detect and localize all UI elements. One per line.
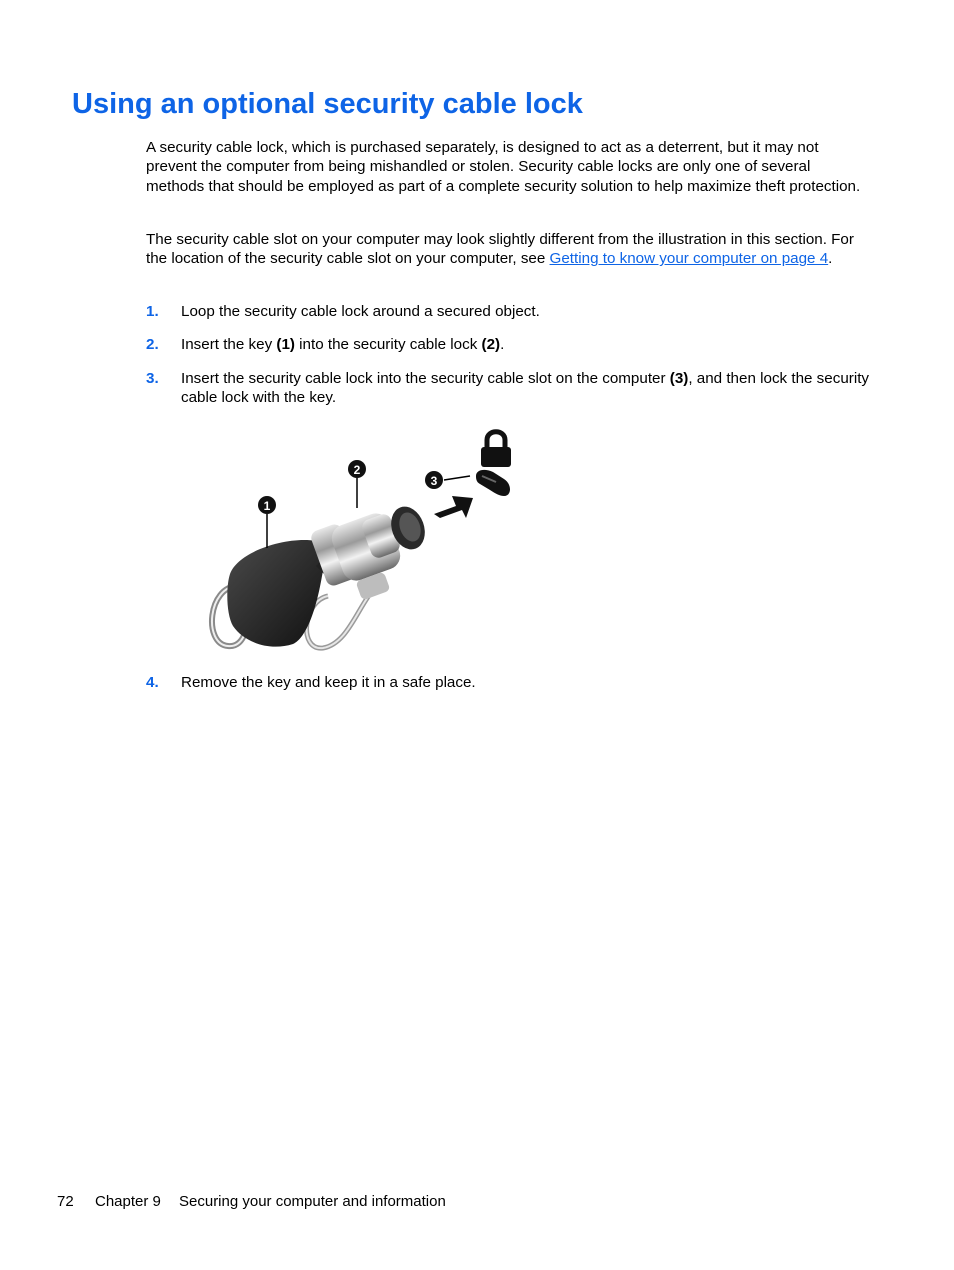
step-number: 3.: [146, 370, 159, 387]
step-text: Loop the security cable lock around a secured object.: [181, 303, 540, 320]
callout-2: [348, 460, 366, 478]
step-text: Remove the key and keep it in a safe place.: [181, 674, 476, 691]
step-text-part: into the security cable lock: [294, 336, 482, 353]
callout-ref-3: (3): [669, 370, 689, 387]
chapter-label: Chapter 9: [95, 1193, 161, 1210]
cable-lock-icon: [309, 502, 431, 601]
step-number: 2.: [146, 336, 159, 353]
callout-ref-2: (2): [481, 336, 501, 353]
step-number: 4.: [146, 674, 159, 691]
step-text: [181, 335, 871, 354]
page-title: Using an optional security cable lock: [72, 88, 583, 120]
slot-paragraph-end: .: [828, 250, 833, 268]
svg-text:1: 1: [263, 499, 271, 513]
callout-3: [425, 471, 443, 489]
cable-lock-illustration: [198, 426, 528, 656]
intro-paragraph: A security cable lock, which is purchased separately, is designed to act as a deterrent, but it may not prevent the computer from being mishandled or stolen. Security cable locks are only one of several methods that should be employed as part of a complete security solution to help maximize theft protection.: [146, 139, 861, 195]
leader-line-3: [444, 476, 470, 480]
page-footer: [57, 1192, 446, 1211]
svg-text:2: 2: [353, 463, 361, 477]
step-text-part: Insert the key: [181, 336, 277, 353]
arrow-icon: [434, 496, 473, 518]
padlock-icon: [481, 432, 511, 467]
callout-ref-1: (1): [276, 336, 295, 353]
security-slot-icon: [476, 470, 510, 496]
step-text: [181, 369, 871, 408]
svg-text:3: 3: [430, 474, 438, 488]
chapter-title: Securing your computer and information: [179, 1193, 446, 1210]
page-number: 72: [57, 1193, 74, 1210]
step-text-part: .: [500, 336, 505, 353]
step-number: 1.: [146, 303, 159, 320]
slot-paragraph-text: The security cable slot on your computer may look slightly different from the illustration in this section. For the location of the security cable slot on your computer, see: [146, 231, 854, 268]
slot-paragraph: [146, 230, 870, 269]
step-text-part: , and then lock the security cable lock with the key.: [181, 370, 870, 407]
callout-1: [258, 496, 276, 514]
getting-to-know-link[interactable]: Getting to know your computer on page 4: [549, 250, 829, 268]
step-text-part: Insert the security cable lock into the security cable slot on the computer: [181, 370, 670, 387]
